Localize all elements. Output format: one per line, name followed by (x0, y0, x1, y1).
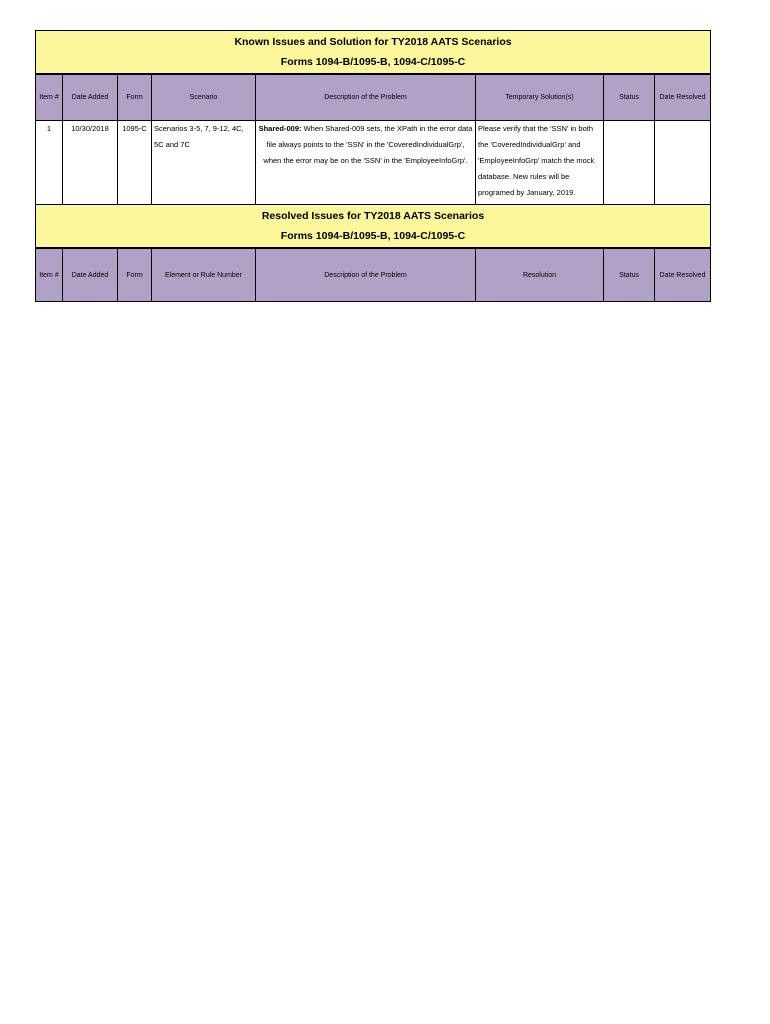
table-row (36, 121, 711, 205)
resolved-issues-title: Resolved Issues for TY2018 AATS Scenarios (261, 210, 485, 222)
item-number-cell: 1 (36, 121, 63, 205)
header-date-resolved: Date Resolved (655, 248, 711, 302)
header-item-number: Item # (36, 74, 63, 121)
issues-table (35, 30, 711, 302)
solution-cell: Please verify that the 'SSN' in both the 'CoveredIndividualGrp' and 'EmployeeInfoGrp' match the mock database. New rules will be programed by January, 2019. (476, 121, 604, 205)
form-cell: 1095-C (118, 121, 152, 205)
known-issues-header-row (36, 74, 711, 121)
header-date-resolved: Date Resolved (655, 74, 711, 121)
header-form: Form (118, 248, 152, 302)
header-scenario: Scenario (152, 74, 256, 121)
known-issues-forms: Forms 1094-B/1095-B, 1094-C/1095-C (280, 56, 466, 68)
header-status: Status (604, 74, 655, 121)
description-text: When Shared-009 sets, the XPath in the error data file always points to the 'SSN' in the 'CoveredIndividualGrp', when the error may be on the 'SSN' in the 'EmployeeInfoGrp'. (263, 124, 473, 165)
date-resolved-cell (655, 121, 711, 205)
resolved-issues-banner (36, 205, 711, 249)
description-cell (256, 121, 476, 205)
header-status: Status (604, 248, 655, 302)
scenario-cell: Scenarios 3-5, 7, 9-12, 4C, 5C and 7C (152, 121, 256, 205)
header-date-added: Date Added (63, 248, 118, 302)
issues-spreadsheet (35, 30, 710, 302)
rule-id: Shared-009: (258, 124, 302, 133)
known-issues-banner (36, 31, 711, 75)
header-resolution: Resolution (476, 248, 604, 302)
header-element-or-rule-number: Element or Rule Number (152, 248, 256, 302)
resolved-issues-forms: Forms 1094-B/1095-B, 1094-C/1095-C (280, 230, 466, 242)
header-item-number: Item # (36, 248, 63, 302)
resolved-issues-header-row (36, 248, 711, 302)
status-cell (604, 121, 655, 205)
date-added-cell: 10/30/2018 (63, 121, 118, 205)
header-temporary-solution: Temporary Solution(s) (476, 74, 604, 121)
header-description: Description of the Problem (256, 74, 476, 121)
header-description: Description of the Problem (256, 248, 476, 302)
header-form: Form (118, 74, 152, 121)
header-date-added: Date Added (63, 74, 118, 121)
known-issues-title: Known Issues and Solution for TY2018 AATS Scenarios (234, 36, 512, 48)
